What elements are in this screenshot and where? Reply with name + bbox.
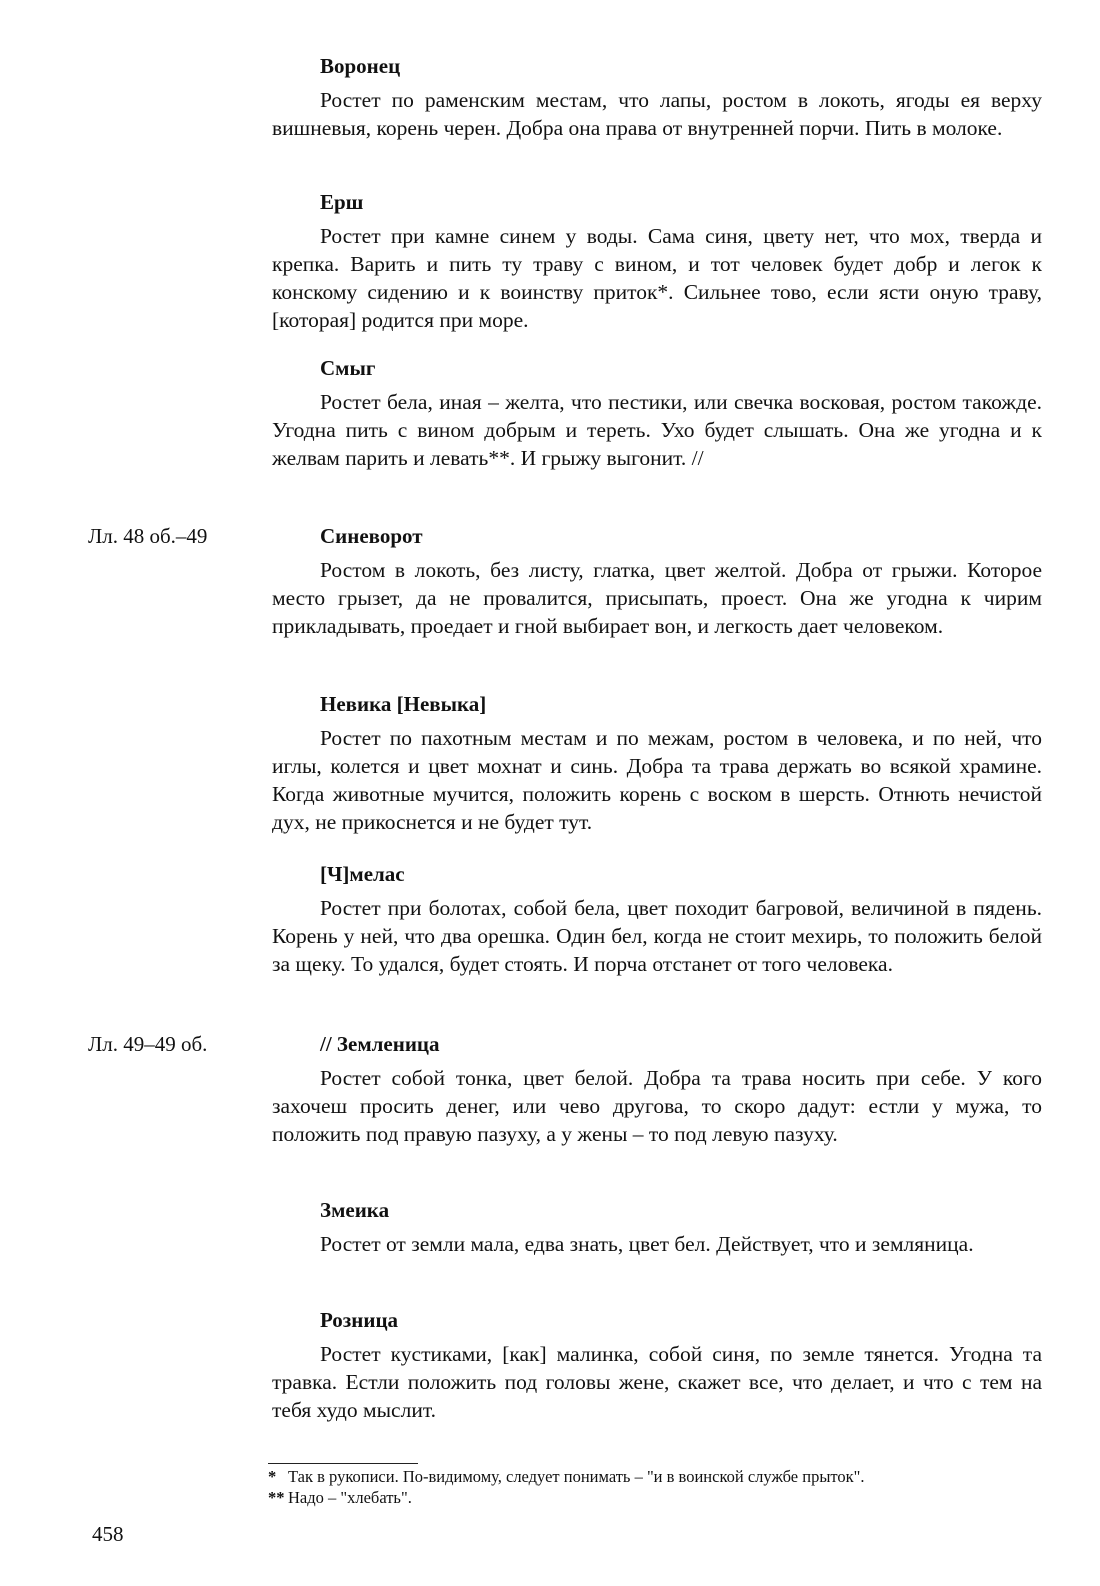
entry-text: Ростет кустиками, [как] малинка, собой синя, по земле тянется. Угодна та травка. Естли положить под головы жене, скажет все, что делает, и что с тем на тебя худо мыслит. — [272, 1342, 1042, 1422]
footnote-text: Так в рукописи. По-видимому, следует понимать – "и в воинской службе прыток". — [288, 1467, 865, 1486]
margin-note-folio: Лл. 49–49 об. — [88, 1032, 208, 1056]
footnote — [268, 1466, 1068, 1487]
entry-title: // Земленица — [320, 1032, 440, 1056]
footnote-mark: ** — [268, 1488, 285, 1507]
page-number: 458 — [92, 1522, 124, 1546]
entry-text: Ростет от земли мала, едва знать, цвет бел. Действует, что и земляница. — [320, 1232, 974, 1256]
entry-voronets — [272, 52, 1042, 142]
entry-zmeika — [272, 1196, 1042, 1258]
entry-title: Воронец — [320, 54, 401, 78]
entry-title: Змеика — [320, 1198, 390, 1222]
entry-chmelas — [272, 860, 1042, 978]
entry-text: Ростом в локоть, без листу, глатка, цвет желтой. Добра от грыжи. Которое место грызет, да не провалится, присыпать, проест. Она же угодна к чирим прикладывать, проедает и гной выбирает вон, и легкость дает человеком. — [272, 558, 1042, 638]
entry-smyg — [272, 354, 1042, 472]
entry-text: Ростет при болотах, собой бела, цвет походит багровой, величиной в пядень. Корень у ней, что два орешка. Один бел, когда не стоит мехирь, то положить белой за щеку. То удался, будет стоять. И порча отстанет от того человека. — [272, 896, 1042, 976]
entry-nevika — [272, 690, 1042, 836]
entry-title: Синеворот — [320, 524, 423, 548]
entry-title: [Ч]мелас — [320, 862, 405, 886]
margin-note-folio: Лл. 48 об.–49 — [88, 524, 208, 548]
entry-title: Смыг — [320, 356, 376, 380]
entry-text: Ростет по раменским местам, что лапы, ростом в локоть, ягоды ея верху вишневыя, корень черен. Добра она права от внутренней порчи. Пить в молоке. — [272, 88, 1042, 140]
footnote-text: Надо – "хлебать". — [288, 1488, 412, 1507]
entry-title: Розница — [320, 1308, 399, 1332]
entry-roznitsa — [272, 1306, 1042, 1424]
entry-text: Ростет бела, иная – желта, что пестики, или свечка восковая, ростом такожде. Угодна пить с вином добрым и тереть. Ухо будет слышать. Она же угодна и к желвам парить и левать**. И грыжу выгонит. // — [272, 390, 1042, 470]
footnote — [268, 1487, 1068, 1508]
entry-title: Невика [Невыка] — [320, 692, 487, 716]
entry-title: Ерш — [320, 190, 364, 214]
entry-text: Ростет при камне синем у воды. Сама синя, цвету нет, что мох, тверда и крепка. Варить и пить ту траву с вином, и тот человек будет добр и легок к конскому сидению и к воинству приток*. Сильнее тово, если ясти оную траву, [которая] родится при море. — [272, 224, 1042, 332]
entry-text: Ростет по пахотным местам и по межам, ростом в человека, и по ней, что иглы, колется и цвет мохнат и синь. Добра та трава держать во всякой храмине. Когда животные мучится, положить корень с воском в шерсть. Отнють нечистой дух, не прикоснется и не будет тут. — [272, 726, 1042, 834]
entry-text: Ростет собой тонка, цвет белой. Добра та трава носить при себе. У кого захочеш просить денег, или чево другова, то скоро дадут: естли у мужа, то положить под правую пазуху, а у жены – то под левую пазуху. — [272, 1066, 1042, 1146]
footnote-divider — [268, 1463, 418, 1464]
entry-sinevorot — [272, 522, 1042, 640]
entry-zemlenitsa — [272, 1030, 1042, 1148]
footnotes — [268, 1466, 1068, 1508]
entry-ersh — [272, 188, 1042, 334]
footnote-mark: * — [268, 1467, 277, 1486]
